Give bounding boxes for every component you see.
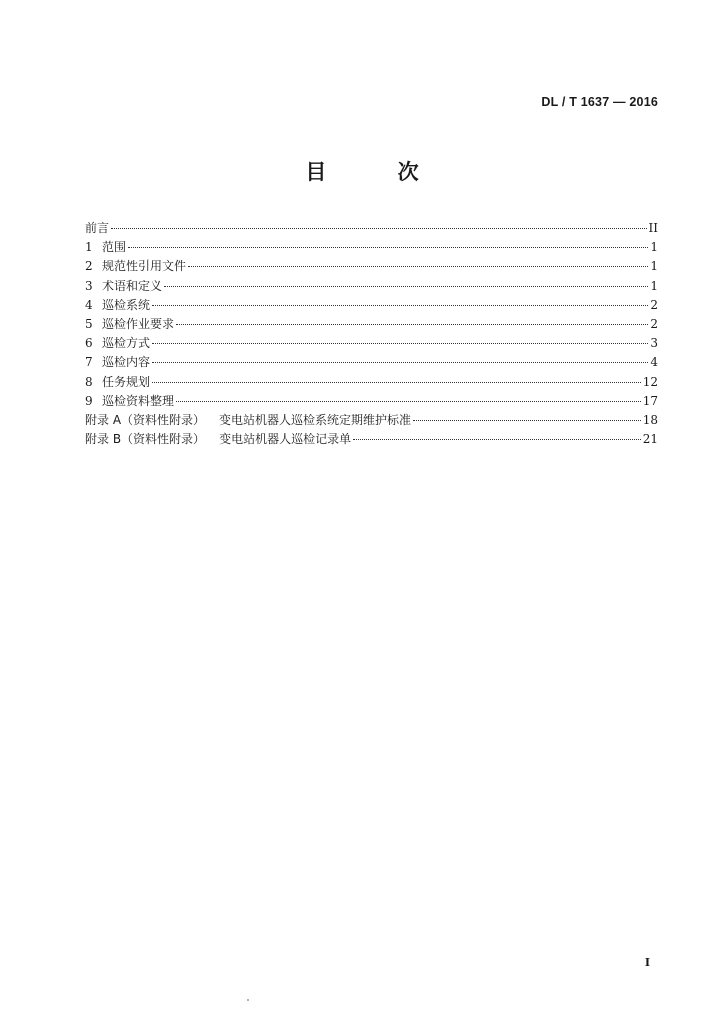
toc-entry-5[interactable] — [85, 315, 658, 334]
dot-leader — [353, 439, 641, 440]
toc-entry-number: 9 — [85, 393, 93, 408]
toc-entry-page: 4 — [650, 355, 658, 370]
toc-entry-title: 巡检作业要求 — [102, 316, 175, 331]
toc-entry-6[interactable] — [85, 334, 658, 353]
toc-entry-number: 3 — [85, 278, 93, 293]
toc-entry-page: II — [648, 221, 658, 235]
dot-leader — [188, 266, 648, 267]
toc-entry-title: 范围 — [102, 240, 127, 255]
toc-entry-page: 17 — [642, 393, 658, 408]
toc-entry-appendix-b[interactable] — [85, 430, 658, 449]
toc-entry-page: 21 — [642, 432, 658, 447]
toc-entry-7[interactable] — [85, 353, 658, 372]
toc-entry-title: 规范性引用文件 — [102, 259, 187, 274]
appendix-label: 附录 A（资料性附录） — [85, 412, 206, 427]
toc-entry-page: 1 — [650, 240, 658, 255]
toc-entry-page: 1 — [650, 259, 658, 274]
toc-entry-page: 2 — [650, 297, 658, 312]
toc-entry-1[interactable] — [85, 238, 658, 257]
toc-entry-title: 前言 — [85, 221, 110, 235]
toc-entry-page: 2 — [650, 316, 658, 331]
toc-entry-title: 巡检系统 — [102, 297, 151, 312]
toc-entry-number: 2 — [85, 259, 93, 274]
appendix-title: 变电站机器人巡检记录单 — [219, 432, 352, 447]
dot-leader — [164, 286, 648, 287]
toc-entry-title: 巡检内容 — [102, 355, 151, 370]
toc-entry-number: 6 — [85, 336, 93, 351]
toc-entry-page: 12 — [642, 374, 658, 389]
document-identifier: DL / T 1637 — 2016 — [541, 95, 658, 109]
toc-entry-page: 1 — [650, 278, 658, 293]
appendix-label: 附录 B（资料性附录） — [85, 432, 206, 447]
toc-entry-title: 巡检资料整理 — [102, 393, 175, 408]
toc-entry-9[interactable] — [85, 392, 658, 411]
scan-speck — [247, 999, 249, 1001]
dot-leader — [152, 362, 648, 363]
toc-entry-page: 18 — [642, 412, 658, 427]
toc-entry-number: 4 — [85, 297, 93, 312]
toc-entry-page: 3 — [650, 336, 658, 351]
dot-leader — [128, 247, 648, 248]
toc-entry-3[interactable] — [85, 277, 658, 296]
dot-leader — [176, 401, 641, 402]
dot-leader — [152, 305, 648, 306]
toc-entry-number: 1 — [85, 240, 93, 255]
dot-leader — [413, 420, 641, 421]
table-of-contents — [85, 219, 658, 449]
toc-heading: 目 次 — [305, 160, 451, 184]
dot-leader — [152, 382, 641, 383]
toc-entry-number: 8 — [85, 374, 93, 389]
dot-leader — [111, 228, 647, 229]
toc-entry-2[interactable] — [85, 257, 658, 276]
toc-entry-8[interactable] — [85, 373, 658, 392]
toc-entry-appendix-a[interactable] — [85, 411, 658, 430]
dot-leader — [176, 324, 648, 325]
appendix-title: 变电站机器人巡检系统定期维护标准 — [219, 412, 412, 427]
dot-leader — [152, 343, 648, 344]
toc-entry-4[interactable] — [85, 296, 658, 315]
page-number: I — [644, 956, 650, 969]
toc-entry-number: 5 — [85, 316, 93, 331]
toc-entry-title: 术语和定义 — [102, 278, 163, 293]
toc-entry-foreword[interactable] — [85, 219, 658, 238]
toc-entry-title: 巡检方式 — [102, 336, 151, 351]
toc-entry-number: 7 — [85, 355, 93, 370]
toc-entry-title: 任务规划 — [102, 374, 151, 389]
